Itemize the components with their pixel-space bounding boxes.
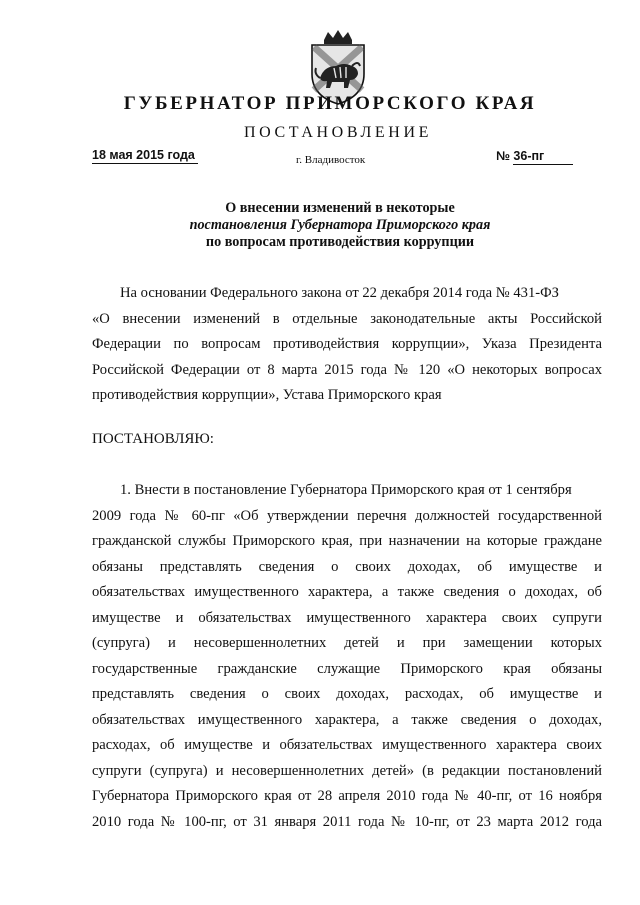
- item-line: обязательствах имущественного характера, а также сведения о доходах,: [92, 711, 602, 728]
- document-city: г. Владивосток: [296, 154, 366, 166]
- governor-title: ГУБЕРНАТОР ПРИМОРСКОГО КРАЯ: [123, 93, 537, 114]
- item-line: 1. Внести в постановление Губернатора Приморского края от 1 сентября: [120, 482, 572, 498]
- document-subject: [150, 200, 530, 251]
- intro-line: На основании Федерального закона от 22 декабря 2014 года № 431-ФЗ: [120, 285, 559, 301]
- item-line: государственные гражданские служащие Приморского края обязаны: [92, 660, 602, 677]
- decree-word: ПОСТАНОВЛЯЮ:: [92, 431, 214, 447]
- document-date: 18 мая 2015 года: [92, 148, 198, 164]
- item-line: обязаны представлять сведения о своих доходах, об имуществе и: [92, 558, 602, 575]
- item-line: (супруга) и несовершеннолетних детей и при замещении которых: [92, 635, 602, 651]
- item-1-paragraph: [92, 478, 602, 835]
- intro-line: Федерации по вопросам противодействия коррупции», Указа Президента: [92, 336, 602, 352]
- item-line: обязательствах имущественного характера, а также сведения о доходах, об: [92, 584, 602, 600]
- item-line: представлять сведения о своих доходах, расходах, об имуществе и: [92, 686, 602, 702]
- intro-line: противодействия коррупции», Устава Приморского края: [92, 387, 442, 403]
- item-line: имуществе и обязательствах имущественного характера своих супруги: [92, 609, 602, 626]
- document-number: [496, 149, 573, 165]
- number-value: 36-пг: [513, 149, 573, 165]
- intro-line: «О внесении изменений в отдельные законодательные акты Российской: [92, 310, 602, 327]
- subject-line-1: О внесении изменений в некоторые: [225, 200, 455, 216]
- item-line: 2010 года № 100-пг, от 31 января 2011 года № 10-пг, от 23 марта 2012 года: [92, 813, 602, 830]
- document-type: ПОСТАНОВЛЕНИЕ: [244, 124, 432, 141]
- item-line: расходах, об имуществе и обязательствах имущественного характера своих: [92, 737, 602, 753]
- subject-line-3: по вопросам противодействия коррупции: [205, 234, 475, 250]
- item-line: Губернатора Приморского края от 28 апреля 2010 года № 40-пг, от 16 ноября: [92, 788, 602, 804]
- item-line: 2009 года № 60-пг «Об утверждении перечня должностей государственной: [92, 507, 602, 524]
- intro-line: Российской Федерации от 8 марта 2015 года № 120 «О некоторых вопросах: [92, 361, 602, 378]
- intro-paragraph: [92, 281, 602, 409]
- subject-line-2: постановления Губернатора Приморского края: [189, 217, 491, 233]
- item-line: гражданской службы Приморского края, при назначении на которые граждане: [92, 533, 602, 549]
- number-sign: №: [496, 149, 510, 163]
- item-line: супруги (супруга) и несовершеннолетних детей» (в редакции постановлений: [92, 762, 602, 779]
